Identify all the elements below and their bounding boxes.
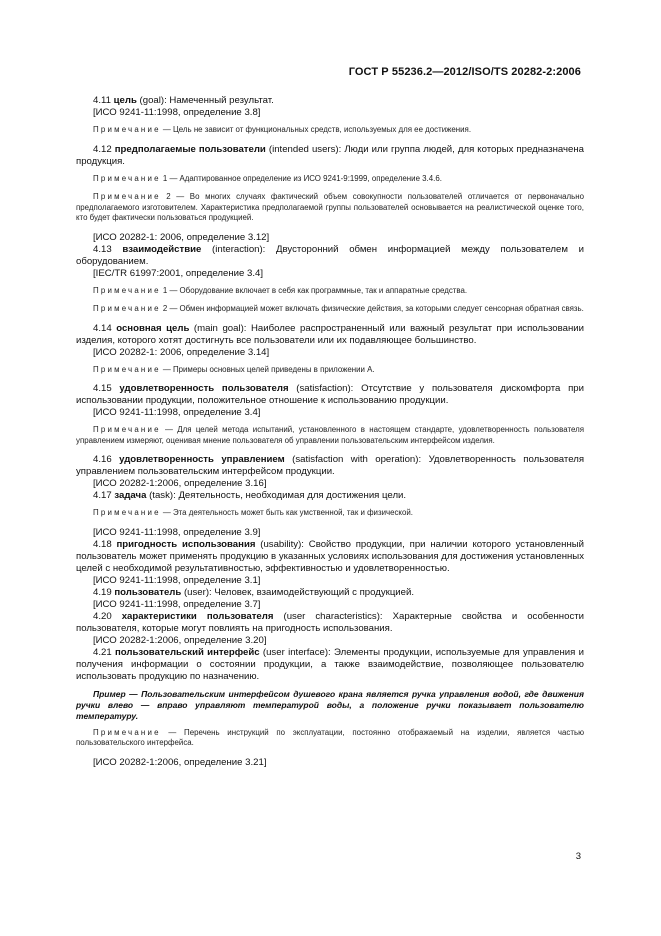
term-reference: [ИСО 20282-1:2006, определение 3.21] [93, 756, 267, 768]
term-reference: [ИСО 9241-11:1998, определение 3.9] [93, 526, 261, 538]
term-entry-4-19: 4.19 пользователь (user): Человек, взаимодействующий с продукцией. [93, 586, 415, 598]
term-entry-4-18: 4.18 пригодность использования (usability): Свойство продукции, при наличии которого установленный пользователь может применять продукцию в указанных условиях использования для достижения установленных целей с необходимой результативностью, эффективностью и удовлетворенностью. [76, 538, 584, 574]
term-entry-4-21: 4.21 пользовательский интерфейс (user interface): Элементы продукции, используемые для управления и получения информации о состоянии продукции, а также взаимодействие, позволяющее пользователю использовать продукцию по назначению. [76, 646, 585, 682]
term-reference: [ИСО 20282-1: 2006, определение 3.14] [93, 346, 270, 358]
term-entry-4-17: 4.17 задача (task): Деятельность, необходимая для достижения цели. [93, 490, 407, 501]
term-note: Примечание — Примеры основных целей приведены в приложении А. [93, 364, 375, 374]
term-entry-4-11: 4.11 цель (goal): Намеченный результат. [93, 95, 274, 106]
document-body [76, 95, 584, 769]
term-note: Примечание 2 — Во многих случаях фактический объем совокупности пользователей отличается от первоначально предполагаемого изготовителем. Характеристика предполагаемой группы пользователей основывается на реалистической оценке того, кто будет фактически пользоваться продукцией. [76, 192, 584, 222]
term-reference: [ИСО 20282-1: 2006, определение 3.12] [93, 231, 270, 243]
term-note: Примечание 1 — Адаптированное определение из ИСО 9241-9:1999, определение 3.4.6. [93, 173, 442, 183]
term-note: Примечание — Эта деятельность может быть как умственной, так и физической. [93, 508, 413, 517]
term-reference: [ИСО 9241-11:1998, определение 3.8] [93, 107, 261, 118]
term-reference: [ИСО 9241-11:1998, определение 3.7] [93, 598, 261, 610]
term-reference: [ИСО 9241-11:1998, определение 3.4] [93, 407, 261, 418]
term-reference: [ИСО 9241-11:1998, определение 3.1] [93, 574, 261, 586]
term-entry-4-20: 4.20 характеристики пользователя (user characteristics): Характерные свойства и особенности пользователя, которые могут повлиять на пригодность использования. [76, 610, 584, 634]
term-reference: [ИСО 20282-1:2006, определение 3.16] [93, 478, 267, 489]
document-header: ГОСТ Р 55236.2—2012/ISO/TS 20282-2:2006 [348, 66, 581, 78]
term-entry-4-13: 4.13 взаимодействие (interaction): Двусторонний обмен информацией между пользователем и оборудованием. [76, 243, 584, 267]
term-reference: [IEC/TR 61997:2001, определение 3.4] [93, 267, 263, 279]
term-note: Примечание 1 — Оборудование включает в себя как программные, так и аппаратные средства. [93, 285, 468, 295]
term-note: Примечание — Цель не зависит от функциональных средств, используемых для ее достижения. [93, 125, 472, 134]
term-entry-4-12: 4.12 предполагаемые пользователи (intended users): Люди или группа людей, для которых предназначена продукция. [76, 143, 585, 167]
term-entry-4-16: 4.16 удовлетворенность управлением (satisfaction with operation): Удовлетворенность пользователя управлением пользовательским интерфейсом продукции. [76, 454, 585, 477]
term-reference: [ИСО 20282-1:2006, определение 3.20] [93, 634, 267, 646]
page-number: 3 [575, 851, 581, 862]
term-entry-4-15: 4.15 удовлетворенность пользователя (satisfaction): Отсутствие у пользователя дискомфорта при использовании продукции, положительное отношение к использованию продукции. [76, 383, 585, 406]
term-note: Примечание — Перечень инструкций по эксплуатации, постоянно отображаемый на изделии, является частью пользовательского интерфейса. [76, 727, 584, 747]
term-entry-4-14: 4.14 основная цель (main goal): Наиболее распространенный или важный результат при использовании изделия, которого хотят достигнуть все пользователи или их подавляющее большинство. [76, 322, 584, 346]
term-note: Примечание 2 — Обмен информацией может включать физические действия, за которыми следует сенсорная обратная связь. [93, 304, 584, 313]
term-example: Пример — Пользовательским интерфейсом душевого крана является ручка управления водой, где движения ручки влево — вправо управляют температурой воды, а положение ручки показывает пользователю температуру. [76, 688, 584, 721]
term-note: Примечание — Для целей метода испытаний, установленного в настоящем стандарте, удовлетворенность пользователя управлением измеряют, оценивая мнение пользователя об управлении пользовательским интерфейсом изделия. [76, 425, 584, 445]
